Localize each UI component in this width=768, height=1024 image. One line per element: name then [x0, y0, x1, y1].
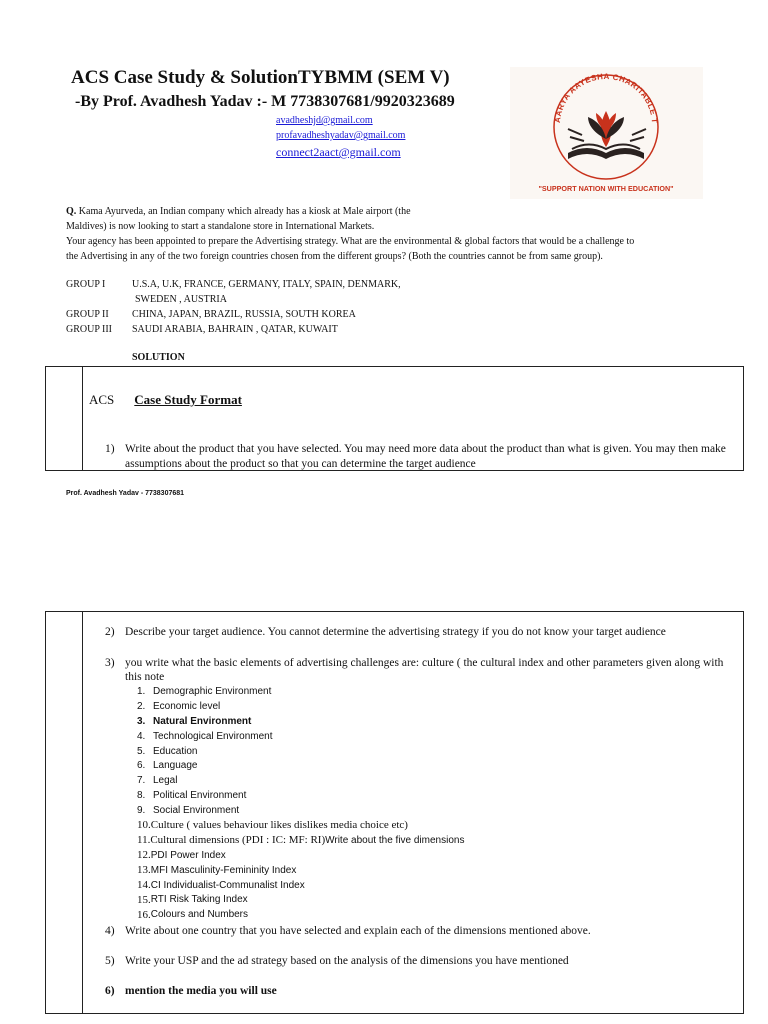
email-link-1[interactable]: avadheshjd@gmail.com — [276, 115, 373, 126]
country-groups: GROUP I U.S.A, U.K, FRANCE, GERMANY, ITALY, SPAIN, DENMARK, SWEDEN , AUSTRIA GROUP II CHINA, JAPAN, BRAZIL, RUSSIA, SOUTH KOREA GROUP III SAUDI ARABIA, BAHRAIN , QATAR, KUWAIT — [66, 279, 401, 335]
email-link-2[interactable]: profavadheshyadav@gmail.com — [276, 130, 406, 141]
list-item: 4. Technological Environment — [137, 730, 273, 742]
author-line: -By Prof. Avadhesh Yadav :- M 7738307681/9920323689 — [75, 93, 455, 110]
group-row-1: GROUP I U.S.A, U.K, FRANCE, GERMANY, ITALY, SPAIN, DENMARK, — [66, 279, 401, 290]
list-item: 13. MFI Masculinity-Femininity Index — [137, 864, 297, 877]
table-divider — [82, 611, 83, 1014]
list-item-4: 4) Write about one country that you have selected and explain each of the dimensions mentioned above. — [105, 925, 591, 937]
svg-text:AARYA AAYESHA CHARITABLE TRUST — [510, 67, 659, 124]
group-row-2: GROUP II CHINA, JAPAN, BRAZIL, RUSSIA, SOUTH KOREA — [66, 309, 356, 320]
trust-emblem-icon — [510, 67, 703, 199]
table-divider — [82, 366, 83, 471]
question-label: Q. — [66, 206, 77, 217]
list-item: 5. Education — [137, 745, 198, 757]
email-link-3[interactable]: connect2aact@gmail.com — [276, 145, 401, 159]
list-item: 11. Cultural dimensions (PDI : IC: MF: RI) Write about the five dimensions — [137, 834, 465, 847]
document-title: ACS Case Study & SolutionTYBMM (SEM V) — [71, 67, 450, 88]
list-item: 8. Political Environment — [137, 790, 247, 802]
list-item: 12. PDI Power Index — [137, 849, 226, 862]
list-item: 3. Natural Environment — [137, 715, 252, 727]
list-item: 1. Demographic Environment — [137, 685, 272, 697]
list-item: 7. Legal — [137, 775, 178, 787]
solution-heading: SOLUTION — [132, 352, 185, 363]
list-item: 15. RTI Risk Taking Index — [137, 893, 248, 906]
list-item: 2. Economic level — [137, 700, 221, 712]
list-item: 6. Language — [137, 760, 198, 772]
list-item-1: 1) Write about the product that you have selected. You may need more data about the product than what is given. You may then make assumptions about the product so that you can determine the target audience — [105, 443, 726, 470]
challenge-sublist — [137, 684, 464, 922]
list-item-5: 5) Write your USP and the ad strategy based on the analysis of the dimensions you have mentioned — [105, 955, 569, 967]
list-item: 9. Social Environment — [137, 805, 240, 817]
list-item: 16. Colours and Numbers — [137, 908, 249, 921]
group-row-3: GROUP III SAUDI ARABIA, BAHRAIN , QATAR, KUWAIT — [66, 324, 338, 335]
list-item-2: 2) Describe your target audience. You cannot determine the advertising strategy if you do not know your target audience — [105, 626, 666, 638]
list-item: 10. Culture ( values behaviour likes dislikes media choice etc) — [137, 819, 408, 832]
format-heading: ACS Case Study Format — [89, 392, 242, 407]
page-footer: Prof. Avadhesh Yadav - 7738307681 — [66, 490, 185, 497]
list-item-6: 6) mention the media you will use — [105, 985, 277, 997]
logo-arc-text: AARYA AAYESHA CHARITABLE T — [552, 71, 660, 124]
question-text: Q. Kama Ayurveda, an Indian company which already has a kiosk at Male airport (the Maldives) is now looking to start a standalone store in International Markets. Your agency has been appointed to prepare the Advertising strategy. What are the environmental & global factors that would be a challenge to the Advertising in any of the two foreign countries chosen from the different groups? (Both the countries cannot be from same group). — [66, 206, 635, 262]
list-item-3: 3) you write what the basic elements of advertising challenges are: culture ( the cultural index and other parameters given along with this note — [105, 657, 724, 683]
logo-motto: "SUPPORT NATION WITH EDUCATION" — [538, 184, 674, 193]
list-item: 14. CI Individualist-Communalist Index — [137, 879, 305, 892]
trust-logo — [510, 67, 703, 199]
